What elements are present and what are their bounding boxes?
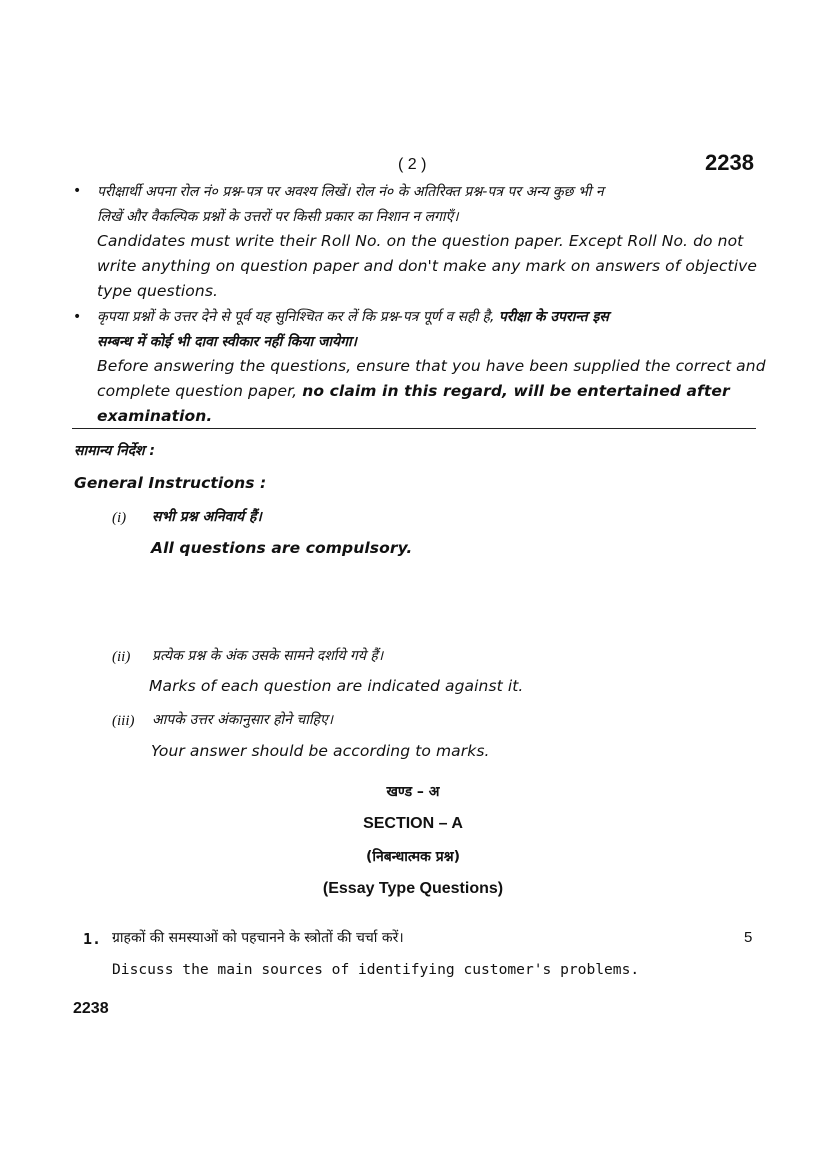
bullet2-english-line2-bold: no claim in this regard, will be entertained after (302, 382, 730, 400)
general-hindi-heading: सामान्य निर्देश : (74, 443, 156, 459)
section-english-subtitle: (Essay Type Questions) (322, 880, 504, 897)
bullet1-hindi-line1: परीक्षार्थी अपना रोल नं० प्रश्न-पत्र पर अवश्य लिखें। रोल नं० के अतिरिक्त प्रश्न-पत्र पर अन्य कुछ भी न (97, 184, 604, 200)
bullet2-english-line1: Before answering the questions, ensure that you have been supplied the correct and (97, 357, 766, 375)
instruction-number: (i) (112, 510, 127, 526)
instruction-number: (iii) (112, 713, 135, 729)
instruction-english: Marks of each question are indicated against it. (149, 677, 524, 695)
divider (72, 428, 756, 429)
question-marks: 5 (744, 929, 753, 946)
section-english-title: SECTION – A (363, 815, 463, 832)
instruction-number: (ii) (112, 649, 131, 665)
bullet1-english-line3: type questions. (97, 282, 219, 300)
bullet2-hindi-line2: सम्बन्ध में कोई भी दावा स्वीकार नहीं किया जायेगा। (97, 334, 357, 350)
instruction-hindi: आपके उत्तर अंकानुसार होने चाहिए। (152, 712, 333, 728)
question-hindi: ग्राहकों की समस्याओं को पहचानने के स्त्रोतों की चर्चा करें। (112, 930, 404, 946)
paper-code: 2238 (705, 150, 754, 175)
instruction-hindi: सभी प्रश्न अनिवार्य हैं। (152, 509, 262, 525)
bullet2-hindi-line1-bold: परीक्षा के उपरान्त इस (498, 309, 609, 325)
bullet1-english-line2: write anything on question paper and don't make any mark on answers of objective (97, 257, 758, 275)
bullet-icon: • (73, 309, 82, 325)
footer-code: 2238 (73, 1000, 109, 1017)
instruction-english: Your answer should be according to marks. (151, 742, 490, 760)
bullet-icon: • (73, 183, 82, 199)
question-number: 1. (83, 930, 102, 948)
instruction-english: All questions are compulsory. (151, 539, 413, 557)
question-english: Discuss the main sources of identifying customer's problems. (112, 961, 640, 978)
bullet2-hindi-line1: कृपया प्रश्नों के उत्तर देने से पूर्व यह सुनिश्चित कर लें कि प्रश्न-पत्र पूर्ण व सही है, परीक्षा के उपरान्त इस (97, 309, 609, 325)
bullet1-hindi-line2: लिखें और वैकल्पिक प्रश्नों के उत्तरों पर किसी प्रकार का निशान न लगाएँ। (97, 209, 459, 225)
instruction-hindi: प्रत्येक प्रश्न के अंक उसके सामने दर्शाये गये हैं। (152, 648, 384, 664)
bullet2-english-line3: examination. (97, 407, 213, 425)
general-english-heading: General Instructions : (74, 474, 267, 492)
bullet2-english-line2: complete question paper, no claim in this regard, will be entertained after (97, 382, 730, 400)
bullet1-english-line1: Candidates must write their Roll No. on the question paper. Except Roll No. do not (97, 232, 744, 250)
page-number: ( 2 ) (398, 156, 427, 173)
section-hindi-title: खण्ड – अ (386, 784, 440, 800)
section-hindi-subtitle: (निबन्धात्मक प्रश्न) (365, 849, 461, 865)
